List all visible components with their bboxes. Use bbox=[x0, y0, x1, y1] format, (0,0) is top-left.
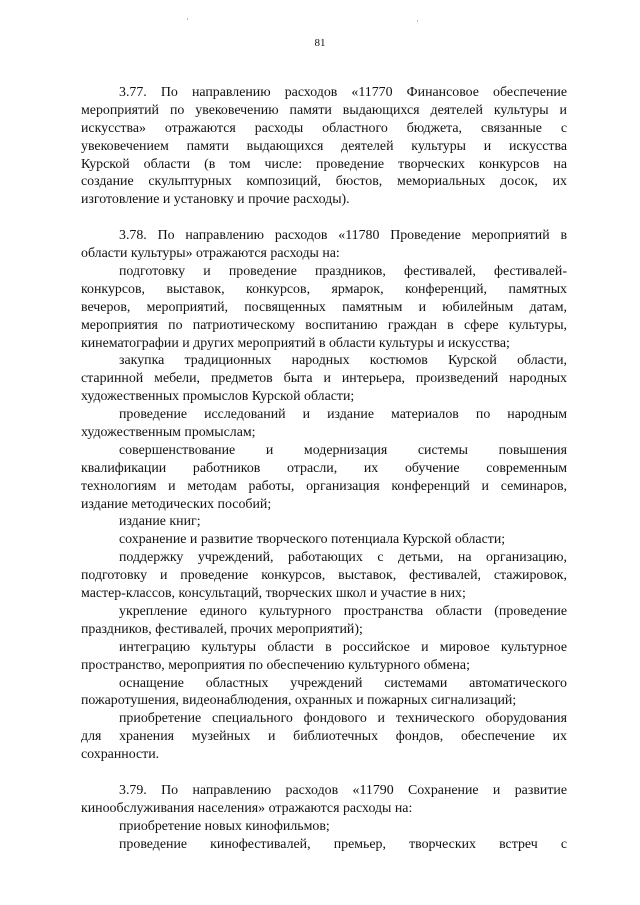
text-line: совершенствование и модернизация системы повышения bbox=[119, 442, 567, 458]
text-line: издание методических пособий; bbox=[81, 496, 272, 512]
document-section bbox=[81, 84, 567, 209]
text-line: 3.77. По направлению расходов «11770 Финансовое обеспечение bbox=[119, 85, 567, 100]
text-line: укрепление единого культурного пространства области (проведение bbox=[119, 603, 567, 619]
text-line: сохранности. bbox=[81, 747, 160, 763]
text-line: 3.79. По направлению расходов «11790 Сохранение и развитие bbox=[119, 782, 567, 798]
text-line: оснащение областных учреждений системами автоматического bbox=[119, 675, 567, 691]
document-body bbox=[81, 84, 567, 854]
text-line: старинной мебели, предметов быта и интерьера, произведений народных bbox=[81, 371, 567, 387]
text-line: вечеров, мероприятий, посвященных памятным и юбилейным датам, bbox=[81, 299, 567, 315]
text-line: издание книг; bbox=[119, 514, 201, 530]
text-line: кинематографии и других мероприятий в области культуры и искусства; bbox=[81, 335, 510, 351]
text-line: мероприятия по патриотическому воспитанию граждан в сфере культуры, bbox=[81, 317, 567, 333]
text-line: подготовку и проведение праздников, фестивалей, фестивалей- bbox=[119, 264, 567, 280]
text-line: мастер-классов, консультаций, творческих школ и участие в них; bbox=[81, 586, 466, 602]
scan-speck bbox=[417, 20, 418, 22]
text-line: изготовление и установку и прочие расходы). bbox=[81, 192, 350, 208]
page-number: 81 bbox=[314, 37, 326, 49]
text-line: приобретение новых кинофильмов; bbox=[119, 818, 330, 834]
text-line: художественных промыслов Курской области; bbox=[81, 389, 355, 405]
text-line: Курской области (в том числе: проведение творческих конкурсов на bbox=[81, 156, 567, 172]
scan-speck bbox=[187, 18, 188, 20]
text-line: пространство, мероприятия по обеспечению культурного обмена; bbox=[81, 657, 470, 673]
section-gap bbox=[81, 764, 567, 782]
text-line: искусства» отражаются расходы областного бюджета, связанные с bbox=[81, 120, 567, 136]
text-line: проведение кинофестивалей, премьер, творческих встреч с bbox=[119, 836, 567, 852]
text-line: праздников, фестивалей, прочих мероприятий); bbox=[81, 621, 363, 637]
text-line: художественным промыслам; bbox=[81, 425, 256, 441]
text-line: подготовку и проведение конкурсов, выставок, фестивалей, стажировок, bbox=[81, 568, 567, 584]
text-line: области культуры» отражаются расходы на: bbox=[81, 246, 340, 262]
text-line: поддержку учреждений, работающих с детьми, на организацию, bbox=[119, 550, 567, 566]
text-line: технологиям и методам работы, организация конференций и семинаров, bbox=[81, 478, 567, 494]
text-line: конкурсов, выставок, конкурсов, ярмарок, конференций, памятных bbox=[81, 281, 567, 297]
text-line: для хранения музейных и библиотечных фондов, обеспечение их bbox=[81, 729, 567, 745]
text-line: проведение исследований и издание материалов по народным bbox=[119, 407, 567, 423]
text-line: пожаротушения, видеонаблюдения, охранных и пожарных сигнализаций; bbox=[81, 693, 517, 709]
text-line: увековечением памяти выдающихся деятелей культуры и искусства bbox=[81, 138, 567, 154]
section-gap bbox=[81, 209, 567, 227]
text-line: мероприятий по увековечению памяти выдающихся деятелей культуры и bbox=[81, 102, 567, 118]
text-line: 3.78. По направлению расходов «11780 Проведение мероприятий в bbox=[119, 228, 567, 244]
document-section bbox=[81, 782, 567, 854]
text-line: приобретение специального фондового и технического оборудования bbox=[119, 711, 567, 727]
text-line: интеграцию культуры области в российское и мировое культурное bbox=[119, 639, 567, 655]
text-line: кинообслуживания населения» отражаются расходы на: bbox=[81, 800, 413, 816]
text-line: создание скульптурных композиций, бюстов, мемориальных досок, их bbox=[81, 174, 567, 190]
text-line: закупка традиционных народных костюмов Курской области, bbox=[119, 353, 567, 369]
text-line: сохранение и развитие творческого потенциала Курской области; bbox=[119, 532, 506, 548]
text-line: квалификации работников отрасли, их обучение современным bbox=[81, 460, 567, 476]
scan-artifacts bbox=[0, 18, 640, 24]
document-section bbox=[81, 227, 567, 764]
